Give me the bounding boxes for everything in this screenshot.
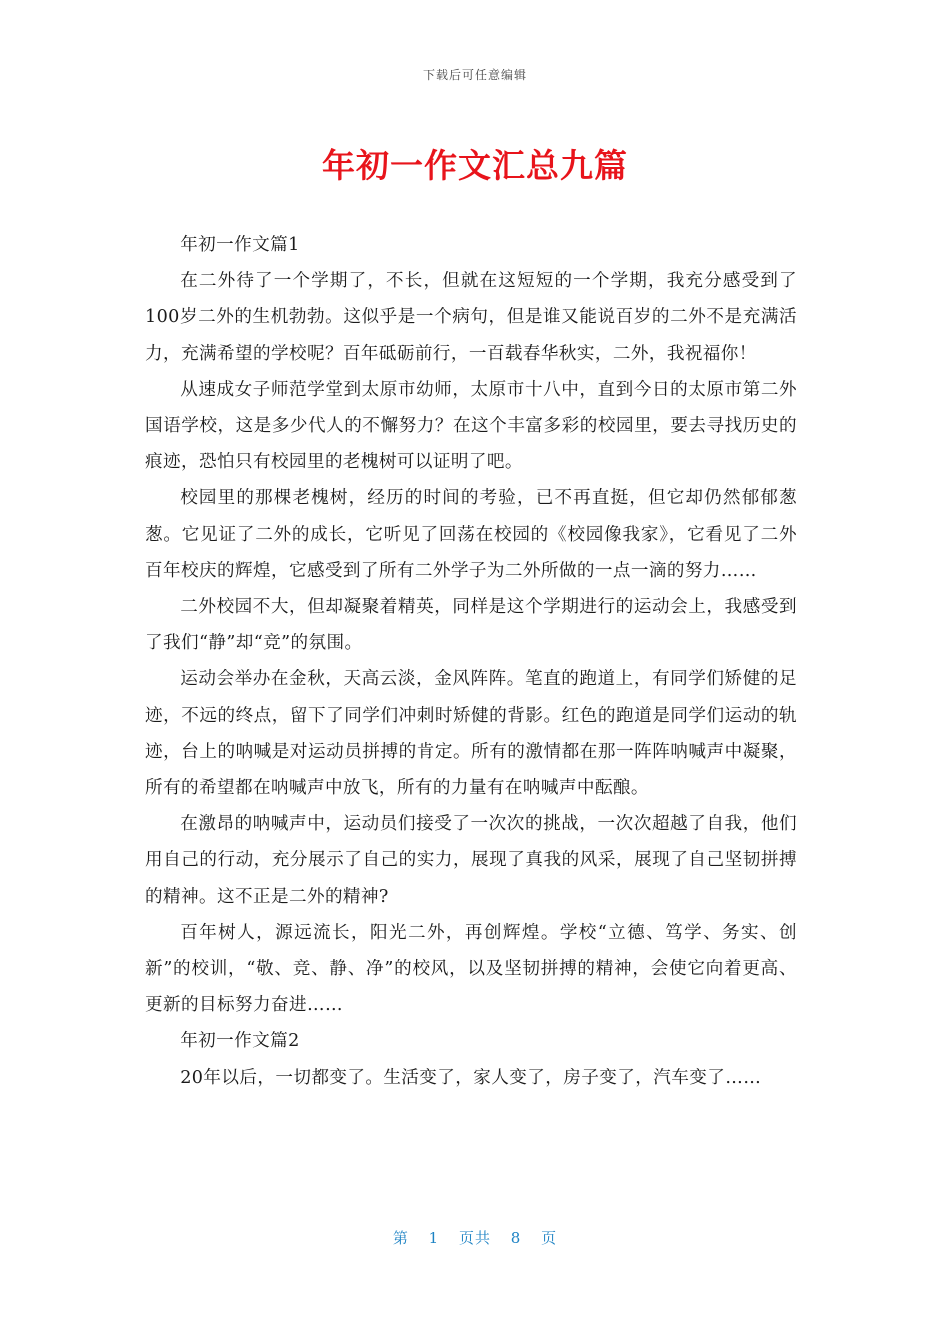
- body-paragraph: 二外校园不大，但却凝聚着精英，同样是这个学期进行的运动会上，我感受到了我们“静”却“竞”的氛围。: [145, 597, 797, 654]
- body-paragraph: 在二外待了一个学期了，不长，但就在这短短的一个学期，我充分感受到了100岁二外的生机勃勃。这似乎是一个病句，但是谁又能说百岁的二外不是充满活力，充满希望的学校呢？百年砥砺前行，一百载春华秋实，二外，我祝福你！: [145, 271, 797, 364]
- document-body: [145, 227, 797, 1096]
- body-paragraph: 20年以后，一切都变了。生活变了，家人变了，房子变了，汽车变了……: [180, 1067, 762, 1088]
- body-paragraph: 在激昂的呐喊声中，运动员们接受了一次次的挑战，一次次超越了自我，他们用自己的行动，充分展示了自己的实力，展现了真我的风采，展现了自己坚韧拼搏的精神。这不正是二外的精神?: [145, 814, 797, 907]
- header-note: 下载后可任意编辑: [422, 68, 527, 82]
- body-paragraph: 运动会举办在金秋，天高云淡，金风阵阵。笔直的跑道上，有同学们矫健的足迹，不远的终点，留下了同学们冲刺时矫健的背影。红色的跑道是同学们运动的轨迹，台上的呐喊是对运动员拼搏的肯定。所有的激情都在那一阵阵呐喊声中凝聚，所有的希望都在呐喊声中放飞，所有的力量有在呐喊声中酝酿。: [145, 669, 797, 799]
- page-number-footer: 第 1 页共 8 页: [392, 1229, 558, 1247]
- body-paragraph: 校园里的那棵老槐树，经历的时间的考验，已不再直挺，但它却仍然郁郁葱葱。它见证了二外的成长，它听见了回荡在校园的《校园像我家》，它看见了二外百年校庆的辉煌，它感受到了所有二外学子为二外所做的一点一滴的努力……: [145, 488, 797, 581]
- section-heading: 年初一作文篇1: [180, 235, 300, 255]
- document-title: 年初一作文汇总九篇: [322, 146, 628, 185]
- body-paragraph: 百年树人，源远流长，阳光二外，再创辉煌。学校“立德、笃学、务实、创新”的校训，“敬、竞、静、净”的校风，以及坚韧拼搏的精神，会使它向着更高、更新的目标努力奋进……: [145, 922, 797, 1016]
- section-heading: 年初一作文篇2: [180, 1031, 300, 1052]
- body-paragraph: 从速成女子师范学堂到太原市幼师，太原市十八中，直到今日的太原市第二外国语学校，这是多少代人的不懈努力？在这个丰富多彩的校园里，要去寻找历史的痕迹，恐怕只有校园里的老槐树可以证明了吧。: [145, 379, 797, 473]
